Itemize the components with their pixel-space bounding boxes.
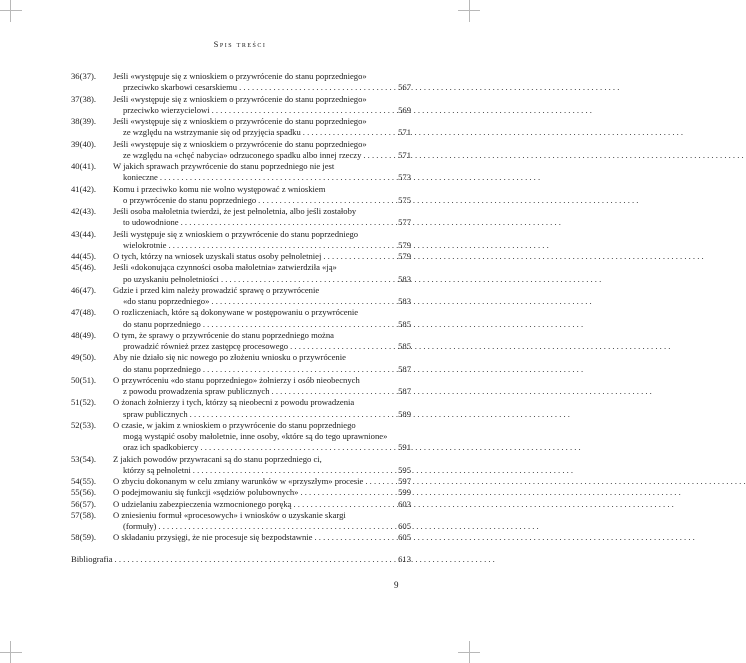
entry-title-last-line bbox=[113, 476, 389, 487]
entry-page-number: 571 bbox=[398, 127, 411, 138]
entry-number: 45(46). bbox=[71, 262, 97, 273]
dot-leader bbox=[203, 319, 583, 329]
entry-title-last-line bbox=[113, 150, 389, 161]
entry-number: 40(41). bbox=[71, 161, 97, 171]
entry-page-number: 569 bbox=[398, 104, 411, 115]
entry-title-text: «do stanu poprzedniego» bbox=[123, 296, 210, 306]
entry-title-line: Jeśli «występuje się z wnioskiem o przywrócenie do stanu poprzedniego» bbox=[113, 93, 367, 104]
entry-page-number: 597 bbox=[398, 476, 411, 486]
dot-leader bbox=[239, 82, 619, 92]
entry-title-last-line bbox=[113, 195, 389, 206]
entry-page-number: 585 bbox=[398, 341, 411, 351]
entry-title-line: Jeśli osoba małoletnia twierdzi, że jest pełnoletnia, albo jeśli zostałoby bbox=[113, 206, 357, 216]
dot-leader bbox=[181, 217, 561, 227]
entry-number: 50(51). bbox=[71, 374, 97, 385]
entry-page-number: 603 bbox=[398, 498, 411, 509]
entry-page-number: 587 bbox=[398, 386, 411, 396]
entry-number: 56(57). bbox=[71, 498, 97, 509]
entry-title-last-line bbox=[113, 409, 389, 420]
entry-number: 37(38). bbox=[71, 93, 97, 104]
crop-mark bbox=[0, 10, 22, 11]
entry-page-number: 579 bbox=[398, 239, 411, 250]
toc-entry bbox=[71, 116, 411, 139]
dot-leader bbox=[193, 465, 573, 475]
entry-title-last-line bbox=[113, 442, 389, 453]
dot-leader bbox=[200, 442, 580, 452]
toc-entry bbox=[71, 161, 411, 184]
entry-title-last-line bbox=[113, 499, 389, 510]
entry-page-number: 595 bbox=[398, 464, 411, 475]
entry-number: 54(55). bbox=[71, 476, 97, 486]
entry-page-number: 589 bbox=[398, 408, 411, 419]
toc-entry bbox=[71, 307, 411, 330]
dot-leader bbox=[303, 127, 683, 137]
entry-number: 44(45). bbox=[71, 251, 97, 261]
entry-title-last-line bbox=[113, 127, 389, 138]
entry-title-text: ze względu na «chęć nabycia» odrzuconego spadku albo innej rzeczy bbox=[123, 149, 362, 160]
entry-number: 53(54). bbox=[71, 453, 97, 464]
bibliography-label: Bibliografia bbox=[71, 553, 113, 564]
entry-title-line: O żonach żołnierzy i tych, którzy są nieobecni z powodu prowadzenia bbox=[113, 397, 355, 408]
dot-leader bbox=[190, 409, 570, 419]
toc-entry bbox=[71, 251, 411, 262]
entry-page-number: 583 bbox=[398, 296, 411, 306]
dot-leader bbox=[115, 554, 495, 565]
entry-title-line: O przywróceniu «do stanu poprzedniego» żołnierzy i osób nieobecnych bbox=[113, 374, 360, 385]
entry-title-line: Jeśli «występuje się z wnioskiem o przywrócenie do stanu poprzedniego» bbox=[113, 71, 367, 81]
entry-number: 49(50). bbox=[71, 352, 97, 363]
entry-number: 52(53). bbox=[71, 419, 97, 430]
entry-title-last-line bbox=[113, 105, 389, 116]
entry-title-text: to udowodnione bbox=[123, 217, 179, 228]
toc-entry bbox=[71, 71, 411, 94]
page-number: 9 bbox=[394, 580, 399, 590]
entry-title-text: o przywrócenie do stanu poprzedniego bbox=[123, 194, 257, 205]
entry-title-line: O tym, że sprawy o przywrócenie do stanu poprzedniego można bbox=[113, 329, 334, 340]
entry-number: 42(43). bbox=[71, 206, 97, 216]
entry-title-text: O udzielaniu zabezpieczenia wzmocnionego poręką bbox=[113, 498, 292, 509]
entry-number: 46(47). bbox=[71, 284, 97, 295]
dot-leader bbox=[160, 172, 540, 182]
entry-page-number: 577 bbox=[398, 217, 411, 228]
entry-title-text: konieczne bbox=[123, 172, 158, 183]
toc-entry bbox=[71, 330, 411, 353]
entry-number: 58(59). bbox=[71, 532, 97, 543]
entry-number: 38(39). bbox=[71, 116, 97, 126]
entry-number: 47(48). bbox=[71, 307, 97, 318]
toc-entry bbox=[71, 285, 411, 308]
dot-leader bbox=[315, 532, 695, 543]
toc-entry bbox=[71, 476, 411, 487]
entry-title-last-line bbox=[113, 487, 389, 498]
dot-leader bbox=[158, 521, 538, 531]
entry-title-text: (formuły) bbox=[123, 521, 157, 531]
entry-page-number: 587 bbox=[398, 363, 411, 374]
entry-title-last-line bbox=[113, 386, 389, 397]
entry-title-line: W jakich sprawach przywrócenie do stanu poprzedniego nie jest bbox=[113, 161, 335, 171]
entry-title-line: mogą wystąpić osoby małoletnie, inne osoby, «które są do tego uprawnione» bbox=[123, 431, 388, 441]
entry-title-text: O tych, którzy na wniosek uzyskali status osoby pełnoletniej bbox=[113, 251, 322, 261]
toc-entry bbox=[71, 352, 411, 375]
entry-title-text: przeciwko skarbowi cesarskiemu bbox=[123, 82, 238, 93]
entry-title-line: Jeśli «występuje się z wnioskiem o przywrócenie do stanu poprzedniego» bbox=[113, 138, 367, 149]
toc-entry bbox=[71, 510, 411, 533]
entry-title-line: Komu i przeciwko komu nie wolno występować z wnioskiem bbox=[113, 183, 326, 194]
entry-page-number: 567 bbox=[398, 82, 411, 93]
dot-leader bbox=[293, 499, 673, 510]
entry-title-last-line bbox=[113, 296, 389, 307]
entry-title-last-line bbox=[113, 532, 389, 543]
table-of-contents bbox=[71, 71, 411, 565]
bibliography-page-number: 613 bbox=[398, 553, 411, 564]
entry-title-text: wielokrotnie bbox=[123, 239, 167, 250]
entry-title-line: Aby nie działo się nic nowego po złożeniu wniosku o przywrócenie bbox=[113, 352, 346, 363]
entry-title-last-line bbox=[113, 172, 389, 183]
entry-number: 41(42). bbox=[71, 183, 97, 194]
entry-title-last-line bbox=[113, 251, 389, 262]
entry-page-number: 605 bbox=[398, 532, 411, 543]
entry-title-text: ze względu na wstrzymanie się od przyjęcia spadku bbox=[123, 127, 301, 138]
entry-title-line: Gdzie i przed kim należy prowadzić sprawę o przywrócenie bbox=[113, 284, 320, 295]
entry-title-text: do stanu poprzedniego bbox=[123, 318, 201, 329]
entry-number: 48(49). bbox=[71, 329, 97, 340]
entry-number: 43(44). bbox=[71, 228, 97, 239]
entry-page-number: 591 bbox=[398, 442, 411, 453]
entry-number: 51(52). bbox=[71, 397, 97, 408]
entry-page-number: 571 bbox=[398, 149, 411, 160]
entry-title-line: O rozliczeniach, które są dokonywane w postępowaniu o przywrócenie bbox=[113, 307, 359, 318]
dot-leader bbox=[203, 364, 583, 374]
entry-title-last-line bbox=[113, 82, 389, 93]
entry-title-text: po uzyskaniu pełnoletniości bbox=[123, 273, 219, 284]
entry-page-number: 585 bbox=[398, 318, 411, 329]
toc-entry bbox=[71, 532, 411, 543]
entry-number: 39(40). bbox=[71, 138, 97, 149]
crop-mark bbox=[469, 0, 470, 22]
entry-title-text: O składaniu przysięgi, że nie procesuje się bezpodstawnie bbox=[113, 532, 313, 543]
dot-leader bbox=[258, 195, 638, 205]
entry-title-text: spraw publicznych bbox=[123, 408, 188, 419]
entry-title-text: którzy są pełnoletni bbox=[123, 464, 191, 475]
entry-title-last-line bbox=[113, 341, 389, 352]
entry-title-line: Jeśli występuje się z wnioskiem o przywrócenie do stanu poprzedniego bbox=[113, 228, 359, 239]
entry-page-number: 583 bbox=[398, 273, 411, 284]
bibliography-line bbox=[71, 554, 389, 565]
dot-leader bbox=[290, 341, 670, 351]
crop-mark bbox=[10, 641, 11, 663]
entry-title-text: z powodu prowadzenia spraw publicznych bbox=[123, 386, 270, 396]
toc-entry-bibliography bbox=[71, 554, 411, 565]
crop-mark bbox=[0, 652, 22, 653]
running-head: Spis treści bbox=[213, 39, 267, 49]
entry-number: 57(58). bbox=[71, 509, 97, 520]
toc-entry bbox=[71, 397, 411, 420]
toc-entry bbox=[71, 139, 411, 162]
entry-title-text: prowadzić również przez zastępcę procesowego bbox=[123, 341, 289, 351]
toc-entry bbox=[71, 94, 411, 117]
entry-title-line: Jeśli «występuje się z wnioskiem o przywrócenie do stanu poprzedniego» bbox=[113, 116, 367, 126]
toc-entry bbox=[71, 184, 411, 207]
dot-leader bbox=[272, 386, 652, 396]
entry-title-last-line bbox=[113, 240, 389, 251]
entry-title-text: O zbyciu dokonanym w celu zmiany warunków w «przyszłym» procesie bbox=[113, 476, 364, 486]
entry-title-text: do stanu poprzedniego bbox=[123, 363, 201, 374]
entry-title-line: Jeśli «dokonująca czynności osoba małoletnia» zatwierdziła «ją» bbox=[113, 262, 337, 273]
entry-page-number: 579 bbox=[398, 251, 411, 261]
toc-entry bbox=[71, 420, 411, 454]
toc-entry bbox=[71, 375, 411, 398]
entry-title-last-line bbox=[113, 364, 389, 375]
dot-leader bbox=[363, 150, 743, 160]
entry-title-last-line bbox=[113, 465, 389, 476]
entry-title-text: oraz ich spadkobiercy bbox=[123, 442, 199, 453]
toc-entry bbox=[71, 487, 411, 498]
dot-leader bbox=[300, 487, 680, 498]
toc-entry bbox=[71, 206, 411, 229]
entry-number: 55(56). bbox=[71, 487, 97, 498]
entry-title-text: przeciwko wierzycielowi bbox=[123, 104, 210, 115]
toc-entry bbox=[71, 454, 411, 477]
crop-mark bbox=[469, 641, 470, 663]
entry-page-number: 575 bbox=[398, 194, 411, 205]
dot-leader bbox=[221, 274, 601, 284]
toc-entry bbox=[71, 262, 411, 285]
entry-title-text: O podejmowaniu się funkcji «sędziów polubownych» bbox=[113, 487, 299, 498]
entry-title-line: O zniesieniu formuł «procesowych» i wniosków o uzyskanie skargi bbox=[113, 509, 346, 520]
entry-page-number: 573 bbox=[398, 172, 411, 183]
dot-leader bbox=[323, 251, 703, 262]
toc-entry bbox=[71, 499, 411, 510]
dot-leader bbox=[365, 476, 745, 487]
entry-title-last-line bbox=[113, 274, 389, 285]
entry-title-last-line bbox=[113, 217, 389, 228]
crop-mark bbox=[10, 0, 11, 22]
entry-page-number: 599 bbox=[398, 487, 411, 498]
dot-leader bbox=[168, 240, 548, 250]
toc-entry bbox=[71, 229, 411, 252]
entry-page-number: 605 bbox=[398, 521, 411, 531]
entry-title-last-line bbox=[113, 521, 389, 532]
entry-title-line: Z jakich powodów przywracani są do stanu poprzedniego ci, bbox=[113, 453, 322, 464]
entry-title-line: O czasie, w jakim z wnioskiem o przywrócenie do stanu poprzedniego bbox=[113, 419, 356, 430]
entry-title-last-line bbox=[113, 319, 389, 330]
entry-number: 36(37). bbox=[71, 71, 97, 81]
